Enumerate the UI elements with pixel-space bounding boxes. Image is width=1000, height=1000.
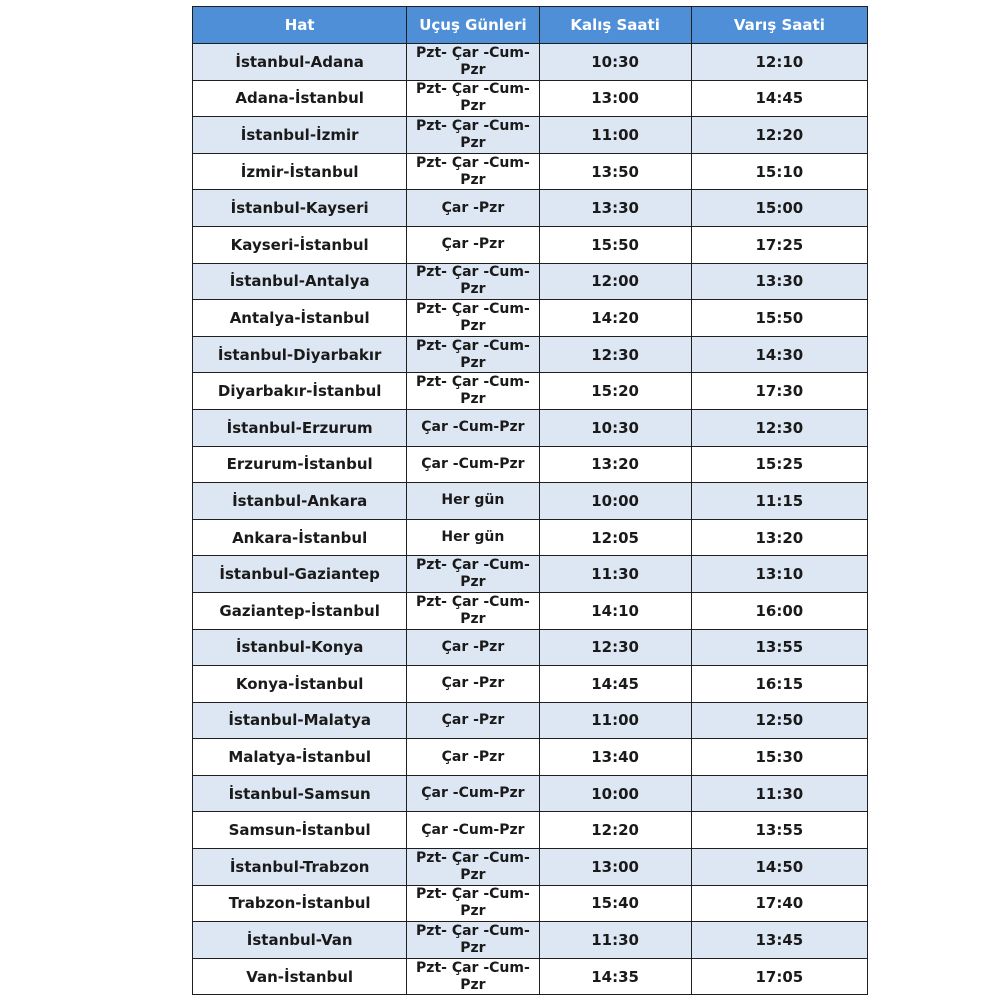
route-cell: Erzurum-İstanbul [193, 446, 407, 483]
route-cell: İstanbul-Ankara [193, 483, 407, 520]
departure-time-cell: 14:10 [539, 592, 691, 629]
flight-days-cell: Pzt- Çar -Cum-Pzr [407, 849, 539, 886]
departure-time-cell: 10:30 [539, 44, 691, 81]
table-row [193, 190, 868, 227]
table-row [193, 849, 868, 886]
route-cell: Adana-İstanbul [193, 80, 407, 117]
table-row [193, 958, 868, 995]
arrival-time-cell: 12:20 [691, 117, 867, 154]
arrival-time-cell: 17:40 [691, 885, 867, 922]
arrival-time-cell: 13:45 [691, 922, 867, 959]
table-row [193, 519, 868, 556]
table-row [193, 446, 868, 483]
departure-time-cell: 11:00 [539, 117, 691, 154]
table-row [193, 483, 868, 520]
flight-days-cell: Pzt- Çar -Cum-Pzr [407, 44, 539, 81]
arrival-time-cell: 15:10 [691, 153, 867, 190]
route-cell: Samsun-İstanbul [193, 812, 407, 849]
departure-time-cell: 14:45 [539, 666, 691, 703]
table-row [193, 80, 868, 117]
flight-days-cell: Çar -Pzr [407, 666, 539, 703]
table-row [193, 812, 868, 849]
flight-days-cell: Pzt- Çar -Cum-Pzr [407, 885, 539, 922]
route-cell: Malatya-İstanbul [193, 739, 407, 776]
route-cell: İstanbul-Gaziantep [193, 556, 407, 593]
route-cell: İstanbul-Kayseri [193, 190, 407, 227]
flight-days-cell: Pzt- Çar -Cum-Pzr [407, 373, 539, 410]
departure-time-cell: 11:00 [539, 702, 691, 739]
route-cell: İstanbul-Konya [193, 629, 407, 666]
flight-days-cell: Pzt- Çar -Cum-Pzr [407, 556, 539, 593]
table-row [193, 117, 868, 154]
flight-schedule-table [192, 6, 868, 995]
arrival-time-cell: 11:15 [691, 483, 867, 520]
flight-days-cell: Çar -Cum-Pzr [407, 812, 539, 849]
departure-time-cell: 10:00 [539, 483, 691, 520]
arrival-time-cell: 12:30 [691, 409, 867, 446]
header-arrival-time: Varış Saati [691, 7, 867, 44]
flight-days-cell: Çar -Pzr [407, 226, 539, 263]
route-cell: Trabzon-İstanbul [193, 885, 407, 922]
flight-days-cell: Çar -Pzr [407, 702, 539, 739]
arrival-time-cell: 17:05 [691, 958, 867, 995]
route-cell: İstanbul-Van [193, 922, 407, 959]
departure-time-cell: 12:20 [539, 812, 691, 849]
flight-days-cell: Pzt- Çar -Cum-Pzr [407, 336, 539, 373]
route-cell: Gaziantep-İstanbul [193, 592, 407, 629]
departure-time-cell: 13:20 [539, 446, 691, 483]
route-cell: İstanbul-İzmir [193, 117, 407, 154]
flight-days-cell: Pzt- Çar -Cum-Pzr [407, 592, 539, 629]
arrival-time-cell: 15:00 [691, 190, 867, 227]
flight-days-cell: Çar -Cum-Pzr [407, 446, 539, 483]
table-row [193, 556, 868, 593]
route-cell: İstanbul-Malatya [193, 702, 407, 739]
table-row [193, 409, 868, 446]
arrival-time-cell: 13:20 [691, 519, 867, 556]
route-cell: Antalya-İstanbul [193, 300, 407, 337]
arrival-time-cell: 13:55 [691, 629, 867, 666]
departure-time-cell: 14:20 [539, 300, 691, 337]
route-cell: Ankara-İstanbul [193, 519, 407, 556]
flight-days-cell: Pzt- Çar -Cum-Pzr [407, 922, 539, 959]
arrival-time-cell: 11:30 [691, 775, 867, 812]
flight-days-cell: Çar -Pzr [407, 629, 539, 666]
arrival-time-cell: 12:10 [691, 44, 867, 81]
table-row [193, 702, 868, 739]
arrival-time-cell: 17:25 [691, 226, 867, 263]
header-flight-days: Uçuş Günleri [407, 7, 539, 44]
departure-time-cell: 12:30 [539, 629, 691, 666]
table-row [193, 592, 868, 629]
arrival-time-cell: 13:55 [691, 812, 867, 849]
arrival-time-cell: 12:50 [691, 702, 867, 739]
arrival-time-cell: 15:50 [691, 300, 867, 337]
table-row [193, 629, 868, 666]
flight-days-cell: Pzt- Çar -Cum-Pzr [407, 300, 539, 337]
arrival-time-cell: 13:30 [691, 263, 867, 300]
route-cell: Van-İstanbul [193, 958, 407, 995]
departure-time-cell: 15:40 [539, 885, 691, 922]
departure-time-cell: 15:50 [539, 226, 691, 263]
arrival-time-cell: 14:30 [691, 336, 867, 373]
departure-time-cell: 13:30 [539, 190, 691, 227]
departure-time-cell: 13:00 [539, 80, 691, 117]
arrival-time-cell: 15:25 [691, 446, 867, 483]
table-row [193, 336, 868, 373]
flight-days-cell: Çar -Pzr [407, 739, 539, 776]
arrival-time-cell: 14:45 [691, 80, 867, 117]
departure-time-cell: 12:30 [539, 336, 691, 373]
table-body [193, 44, 868, 995]
route-cell: İstanbul-Samsun [193, 775, 407, 812]
table-row [193, 44, 868, 81]
route-cell: İstanbul-Diyarbakır [193, 336, 407, 373]
flight-days-cell: Pzt- Çar -Cum-Pzr [407, 958, 539, 995]
departure-time-cell: 14:35 [539, 958, 691, 995]
header-row [193, 7, 868, 44]
header-route: Hat [193, 7, 407, 44]
departure-time-cell: 15:20 [539, 373, 691, 410]
flight-days-cell: Pzt- Çar -Cum-Pzr [407, 117, 539, 154]
table-row [193, 739, 868, 776]
flight-days-cell: Pzt- Çar -Cum-Pzr [407, 80, 539, 117]
departure-time-cell: 10:00 [539, 775, 691, 812]
table-header [193, 7, 868, 44]
route-cell: İstanbul-Erzurum [193, 409, 407, 446]
flight-days-cell: Çar -Pzr [407, 190, 539, 227]
route-cell: İstanbul-Antalya [193, 263, 407, 300]
arrival-time-cell: 16:15 [691, 666, 867, 703]
departure-time-cell: 13:50 [539, 153, 691, 190]
table-row [193, 263, 868, 300]
table-row [193, 153, 868, 190]
flight-days-cell: Her gün [407, 483, 539, 520]
table-row [193, 885, 868, 922]
route-cell: İstanbul-Trabzon [193, 849, 407, 886]
departure-time-cell: 12:00 [539, 263, 691, 300]
route-cell: Kayseri-İstanbul [193, 226, 407, 263]
arrival-time-cell: 13:10 [691, 556, 867, 593]
table-row [193, 373, 868, 410]
flight-days-cell: Pzt- Çar -Cum-Pzr [407, 153, 539, 190]
table-row [193, 775, 868, 812]
arrival-time-cell: 16:00 [691, 592, 867, 629]
flight-days-cell: Çar -Cum-Pzr [407, 775, 539, 812]
departure-time-cell: 11:30 [539, 922, 691, 959]
route-cell: İzmir-İstanbul [193, 153, 407, 190]
departure-time-cell: 11:30 [539, 556, 691, 593]
flight-days-cell: Her gün [407, 519, 539, 556]
departure-time-cell: 12:05 [539, 519, 691, 556]
flight-days-cell: Pzt- Çar -Cum-Pzr [407, 263, 539, 300]
flight-days-cell: Çar -Cum-Pzr [407, 409, 539, 446]
arrival-time-cell: 15:30 [691, 739, 867, 776]
header-departure-time: Kalış Saati [539, 7, 691, 44]
arrival-time-cell: 14:50 [691, 849, 867, 886]
table-row [193, 666, 868, 703]
route-cell: Konya-İstanbul [193, 666, 407, 703]
route-cell: İstanbul-Adana [193, 44, 407, 81]
table-row [193, 922, 868, 959]
table-row [193, 300, 868, 337]
departure-time-cell: 13:40 [539, 739, 691, 776]
table-row [193, 226, 868, 263]
departure-time-cell: 10:30 [539, 409, 691, 446]
arrival-time-cell: 17:30 [691, 373, 867, 410]
route-cell: Diyarbakır-İstanbul [193, 373, 407, 410]
departure-time-cell: 13:00 [539, 849, 691, 886]
